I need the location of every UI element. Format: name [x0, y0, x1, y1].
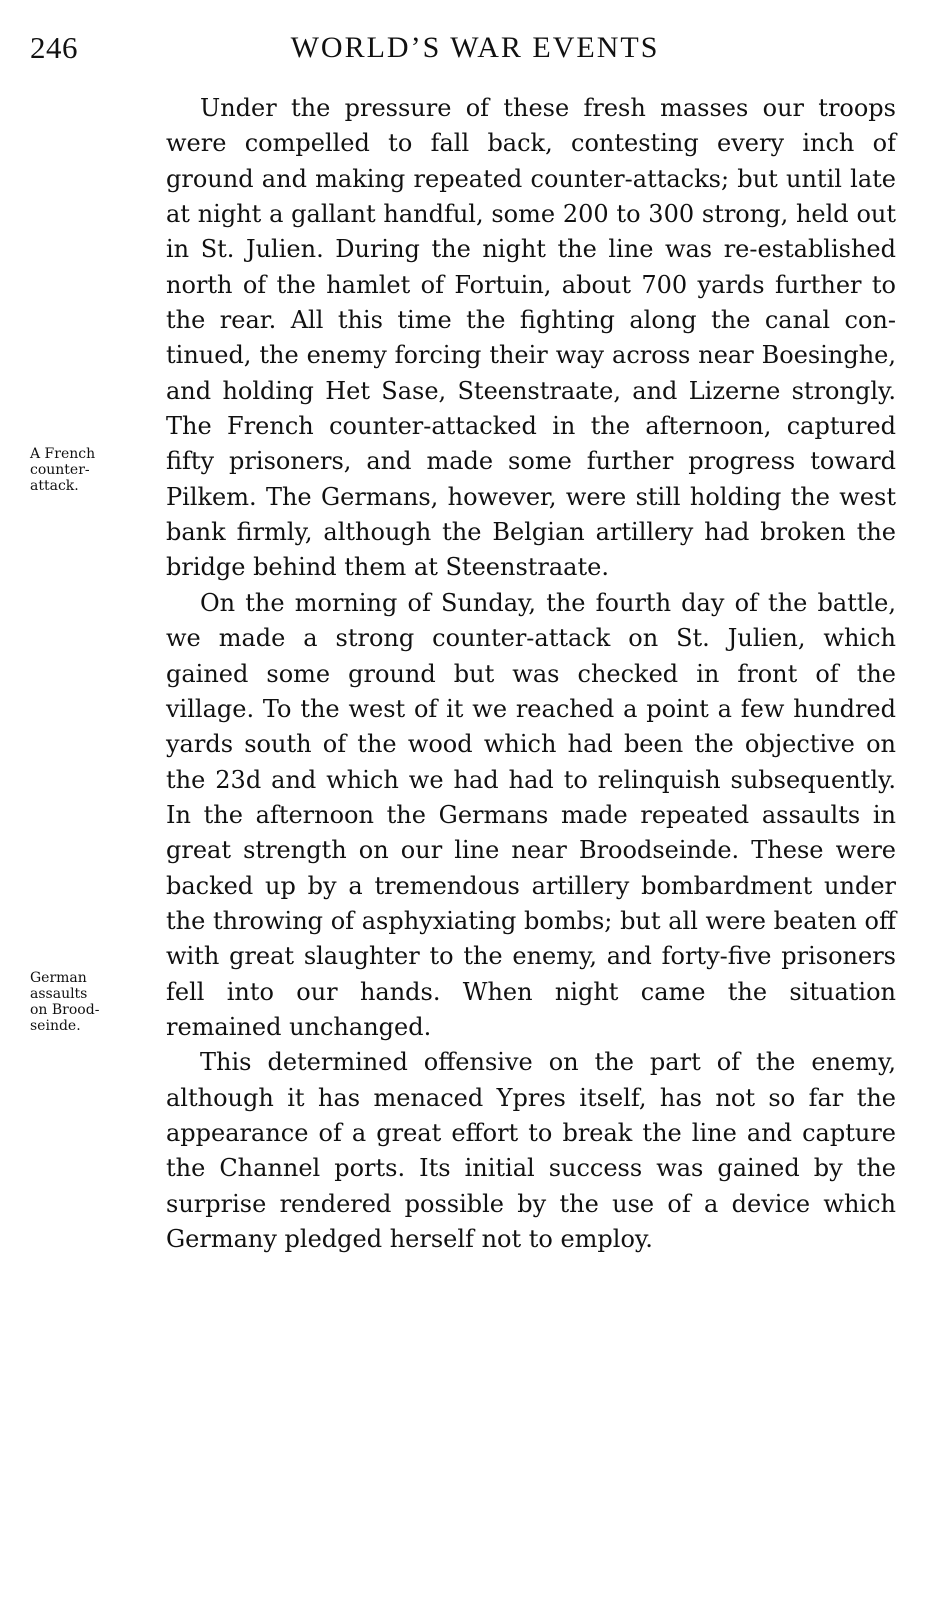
sidenote-line: German: [30, 970, 87, 986]
sidenote-german-assaults: [30, 970, 148, 1034]
sidenote-line: seinde.: [30, 1018, 81, 1034]
running-title: WORLD’S WAR EVENTS: [290, 31, 660, 64]
sidenote-line: assaults: [30, 986, 88, 1002]
sidenote-line: A French: [30, 446, 96, 462]
paragraph: Under the pressure of these fresh masses our troops were compelled to fall back, contesting every inch of ground and making repeated counter-attacks; but until late at night a gallant handful, some 200 to 300 strong, held out in St. Julien. During the night the line was re-established north of the hamlet of Fortuin, about 700 yards further to the rear. All this time the fighting along the canal continued, the enemy forcing their way across near Boesinghe, and holding Het Sase, Steenstraate, and Lizerne strongly. The French counter-attacked in the afternoon, captured fifty prisoners, and made some further progress toward Pilkem. The Germans, however, were still holding the west bank firmly, although the Belgian artillery had broken the bridge behind them at Steenstraate.: [166, 94, 896, 582]
sidenote-line: attack.: [30, 478, 79, 494]
sidenote-french-counter-attack: [30, 446, 148, 494]
page-number: 246: [30, 30, 78, 65]
body-text: [166, 91, 896, 1257]
paragraph: This determined offensive on the part of the enemy, although it has menaced Ypres itself, has not so far the appearance of a great effort to break the line and capture the Channel ports. Its initial success was gained by the surprise rendered possible by the use of a device which Germany pledged herself not to employ.: [166, 1048, 896, 1253]
sidenote-line: on Brood-: [30, 1002, 100, 1018]
paragraph: On the morning of Sunday, the fourth day of the battle, we made a strong counter-attack on St. Julien, which gained some ground but was checked in front of the village. To the west of it we reached a point a few hundred yards south of the wood which had been the objective on the 23d and which we had had to relinquish subsequently. In the afternoon the Germans made repeated assaults in great strength on our line near Broodseinde. These were backed up by a tremendous artillery bombardment under the throwing of asphyxiating bombs; but all were beaten off with great slaughter to the enemy, and forty-five prisoners fell into our hands. When night came the situation remained unchanged.: [166, 588, 896, 1041]
sidenote-line: counter-: [30, 462, 90, 478]
page-header: [30, 28, 900, 68]
